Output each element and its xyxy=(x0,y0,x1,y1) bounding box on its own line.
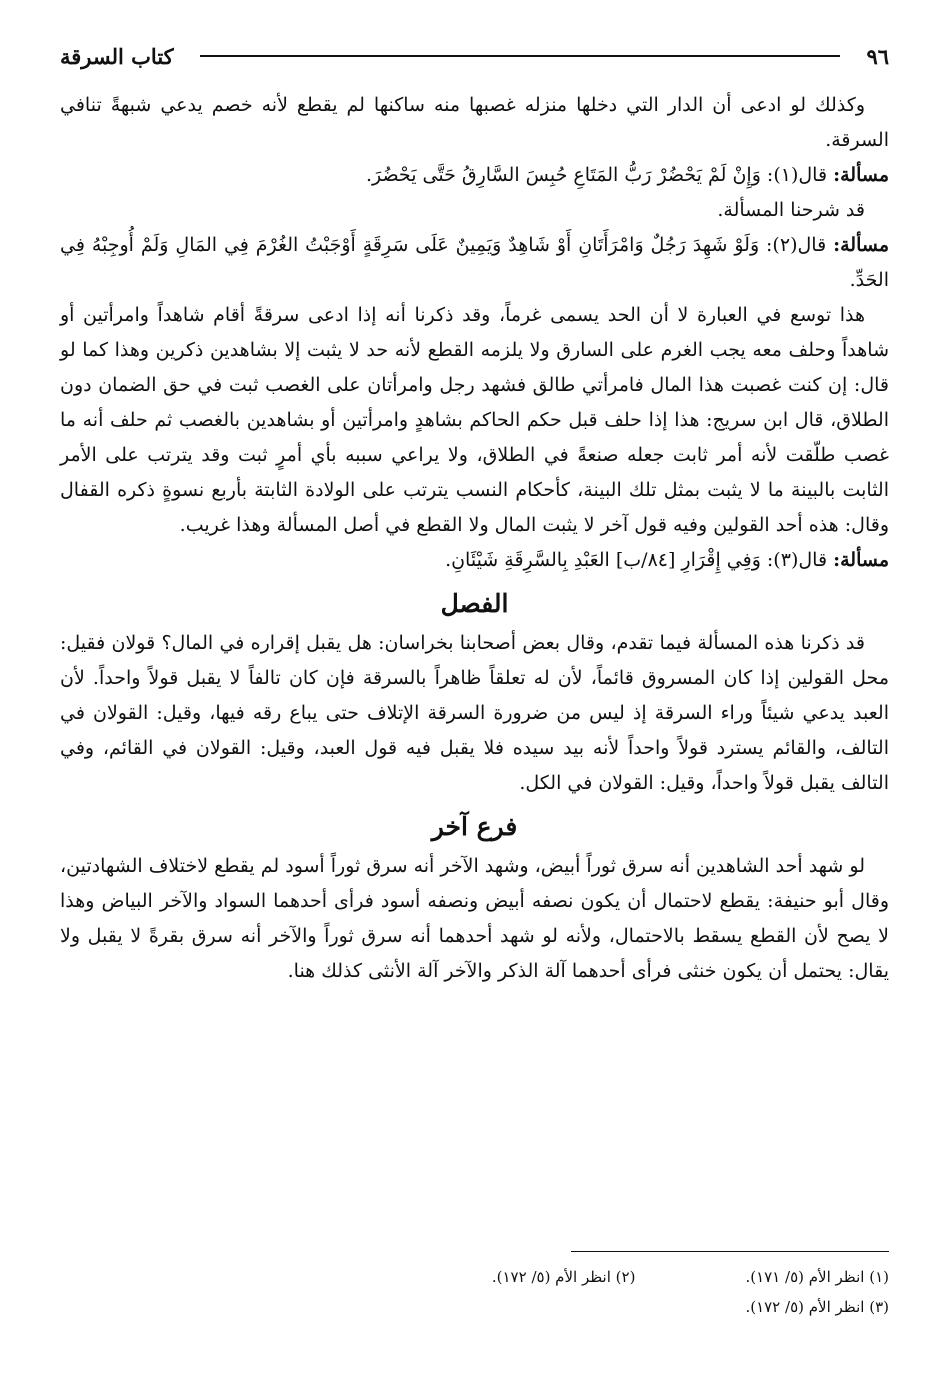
paragraph: وكذلك لو ادعى أن الدار التي دخلها منزله غصبها منه ساكنها لم يقطع لأنه خصم يدعي شبهةً تنافي السرقة. xyxy=(60,94,889,151)
issue-paragraph xyxy=(60,158,889,193)
footnote: (٣) انظر الأم (٥/ ١٧٢). xyxy=(745,1298,889,1316)
section-heading: الفصل xyxy=(440,589,509,618)
paragraph: لو شهد أحد الشاهدين أنه سرق ثوراً أبيض، وشهد الآخر أنه سرق ثوراً أسود لم يقطع لاختلاف الشهادتين، وقال أبو حنيفة: يقطع لاحتمال أن يكون نصفه أبيض ونصفه أسود فرأى أحدهما السواد والآخر البياض وهذا لا يصح لأن القطع يسقط بالاحتمال، ولأنه لو شهد أحدهما أنه سرق ثوراً والآخر أنه سرق بقرةً لا يقبل ولا يقال: يحتمل أن يكون خنثى فرأى أحدهما آلة الذكر والآخر آلة الأنثى كذلك هنا. xyxy=(60,855,889,982)
footnote-row xyxy=(60,1268,889,1286)
page-header xyxy=(60,40,889,72)
paragraph: قد شرحنا المسألة. xyxy=(717,199,865,221)
section-heading: فرع آخر xyxy=(431,812,518,841)
issue-text: قال(١): وَإِنْ لَمْ يَحْضُرْ رَبُّ المَتَاعِ حُبِسَ السَّارِقُ حَتَّى يَحْضُرَ. xyxy=(365,164,828,186)
issue-text: قال(٢): وَلَوْ شَهِدَ رَجُلٌ وَامْرَأَتَانِ أَوْ شَاهِدٌ وَيَمِينٌ عَلَى سَرِقَةٍ أَوْجَبْتُ الغُرْمَ فِي المَالِ وَلَمْ أُوجِبْهُ فِي الحَدِّ. xyxy=(60,234,889,291)
header-rule xyxy=(200,55,841,57)
paragraph: هذا توسع في العبارة لا أن الحد يسمى غرماً، وقد ذكرنا أنه إذا ادعى سرقةً أقام شاهداً وامرأتين أو شاهداً وحلف معه يجب الغرم على السارق ولا يلزمه القطع لأنه حد لا يثبت إلا بشاهدين ذكرين وهذا كما لو قال: إن كنت غصبت هذا المال فامرأتي طالق فشهد رجل وامرأتان على الغصب ثبت في حق الضمان دون الطلاق، قال ابن سريج: هذا إذا حلف قبل حكم الحاكم بشاهدٍ وامرأتين أو بشاهدين بالغصب ثم حلف أنه ما غصب طلّقت لأنه أمر ثابت جعله صنعةً في الطلاق، ولا يراعي سببه بأي أمرٍ ثبت وقد يترتب على الأمر الثابت بالبينة ما لا يثبت بمثل تلك البينة، كأحكام النسب يترتب على الولادة الثابتة بأربع نسوةٍ ذكره القفال وقال: هذه أحد القولين وفيه قول آخر لا يثبت المال ولا القطع في أصل المسألة وهذا غريب. xyxy=(60,304,889,536)
issue-label: مسألة: xyxy=(833,164,889,186)
page-body xyxy=(60,88,889,989)
footnote: (١) انظر الأم (٥/ ١٧١). xyxy=(745,1268,889,1286)
issue-label: مسألة: xyxy=(833,234,889,256)
footnote-rule xyxy=(571,1251,889,1252)
running-title: كتاب السرقة xyxy=(60,43,174,69)
issue-paragraph xyxy=(60,543,889,578)
issue-text: قال(٣): وَفِي إِقْرَارِ [٨٤/ب] العَبْدِ بِالسَّرِقَةِ شَيْئَانِ. xyxy=(445,549,828,571)
footnote: (٢) انظر الأم (٥/ ١٧٢). xyxy=(491,1268,636,1286)
issue-paragraph xyxy=(60,228,889,298)
footnote-row xyxy=(60,1298,889,1316)
paragraph: قد ذكرنا هذه المسألة فيما تقدم، وقال بعض أصحابنا بخراسان: هل يقبل إقراره في المال؟ قولان فقيل: محل القولين إذا كان المسروق قائماً، لأن له تعلقاً ظاهراً بالسرقة فإن كان تالفاً لا يقبل قولاً واحداً. لأن العبد يدعي شيئاً وراء السرقة إذ ليس من ضرورة السرقة الإتلاف حتى يباع رقه فيها، وقيل: القولان في التالف، والقائم يسترد قولاً واحداً لأنه بيد سيده فلا يقبل فيه قول العبد، وقيل: القولان في القائم، وفي التالف يقبل قولاً واحداً، وقيل: القولان في الكل. xyxy=(60,632,889,794)
issue-label: مسألة: xyxy=(833,549,889,571)
page-number: ٩٦ xyxy=(866,43,889,69)
